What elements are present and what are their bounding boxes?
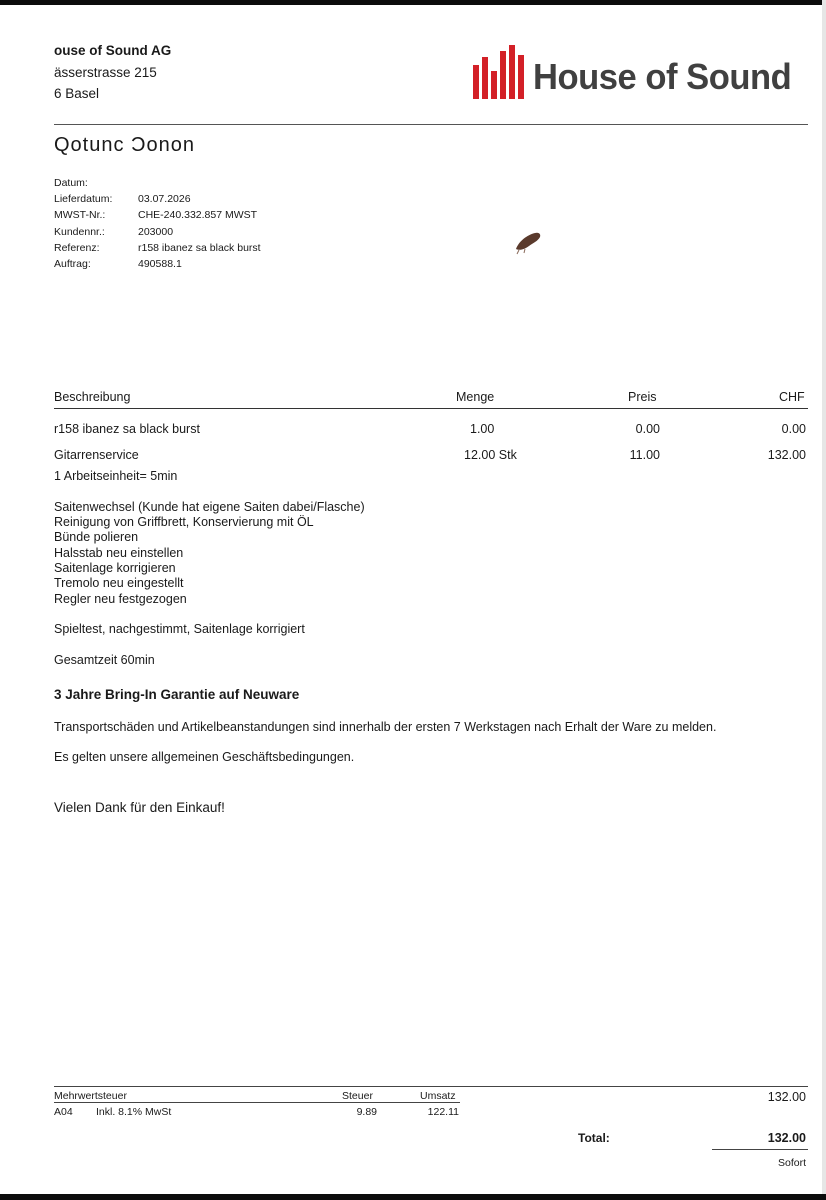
company-name: ouse of Sound AG (54, 43, 172, 58)
document-title: Qotunc Ͻonon (54, 134, 195, 156)
company-street: ässerstrasse 215 (54, 65, 157, 80)
column-header-description: Beschreibung (54, 390, 131, 404)
row-2-quantity: 12.00 Stk (464, 448, 517, 462)
meta-row-order (54, 256, 261, 272)
meta-value: 203000 (138, 225, 174, 238)
turnover-header: Umsatz (420, 1090, 456, 1102)
footer-divider (54, 1086, 808, 1087)
row-1-description: r158 ibanez sa black burst (54, 422, 200, 436)
total-time-note: Gesamtzeit 60min (54, 653, 155, 667)
meta-value: 490588.1 (138, 257, 182, 270)
tax-header: Steuer (342, 1090, 373, 1102)
meta-label: Auftrag: (54, 257, 91, 270)
vat-tax-amount: 9.89 (356, 1106, 377, 1118)
work-unit-note: 1 Arbeitseinheit= 5min (54, 469, 178, 483)
subtotal-value: 132.00 (767, 1090, 806, 1104)
payment-terms: Sofort (777, 1157, 806, 1169)
warranty-heading: 3 Jahre Bring-In Garantie auf Neuware (54, 687, 300, 702)
table-header-divider (54, 408, 808, 409)
total-value: 132.00 (767, 1131, 806, 1145)
bird-stamp-icon (513, 229, 543, 255)
row-2-price: 11.00 (629, 448, 660, 462)
meta-label: Kundennr.: (54, 225, 105, 238)
house-of-sound-logo (472, 45, 810, 101)
meta-row-vat-number (54, 207, 261, 223)
equalizer-bars-icon (472, 45, 532, 101)
bottom-border (0, 1194, 826, 1200)
vat-code: A04 (54, 1106, 73, 1118)
company-city: 6 Basel (54, 86, 100, 101)
task-item: Halsstab neu einstellen (54, 546, 184, 560)
meta-label: MWST-Nr.: (54, 209, 106, 222)
meta-label: Datum: (54, 177, 88, 189)
task-item: Bünde polieren (54, 530, 139, 544)
task-item: Regler neu festgezogen (54, 592, 187, 606)
header-divider (54, 124, 808, 125)
task-item: Tremolo neu eingestellt (54, 576, 184, 590)
document-meta (54, 175, 261, 272)
meta-row-date (54, 175, 261, 191)
row-1-quantity: 1.00 (470, 422, 495, 436)
total-underline (712, 1149, 808, 1150)
task-item: Saitenlage korrigieren (54, 561, 176, 575)
logo-text: House of Sound (533, 56, 792, 97)
terms-note: Es gelten unsere allgemeinen Geschäftsbedingungen. (54, 750, 355, 764)
vat-table-divider (54, 1102, 460, 1103)
task-item: Reinigung von Griffbrett, Konservierung mit ÖL (54, 515, 314, 529)
right-edge (822, 0, 826, 1200)
meta-row-delivery-date (54, 191, 261, 207)
task-item: Saitenwechsel (Kunde hat eigene Saiten dabei/Flasche) (54, 500, 365, 514)
column-header-price: Preis (628, 390, 657, 404)
meta-label: Lieferdatum: (54, 193, 113, 206)
meta-value: CHE-240.332.857 MWST (138, 209, 258, 222)
meta-row-customer-number (54, 224, 261, 240)
row-1-chf: 0.00 (781, 422, 806, 436)
row-2-chf: 132.00 (767, 448, 806, 462)
meta-row-reference (54, 240, 261, 256)
total-label: Total: (578, 1131, 610, 1145)
meta-label: Referenz: (54, 241, 100, 254)
row-1-price: 0.00 (635, 422, 660, 436)
top-border (0, 0, 826, 5)
vat-rate-label: Inkl. 8.1% MwSt (96, 1106, 172, 1118)
column-header-chf: CHF (779, 390, 805, 404)
thank-you-message: Vielen Dank für den Einkauf! (54, 800, 225, 815)
vat-turnover-amount: 122.11 (427, 1106, 459, 1118)
vat-header: Mehrwertsteuer (54, 1090, 127, 1102)
meta-value: r158 ibanez sa black burst (138, 241, 261, 254)
column-header-quantity: Menge (456, 390, 495, 404)
transport-damage-note: Transportschäden und Artikelbeanstandungen sind innerhalb der ersten 7 Werkstagen nach Erhalt der Ware zu melden. (54, 720, 717, 734)
row-2-description: Gitarrenservice (54, 448, 139, 462)
playtest-note: Spieltest, nachgestimmt, Saitenlage korrigiert (54, 622, 305, 636)
meta-value: 03.07.2026 (138, 193, 191, 206)
